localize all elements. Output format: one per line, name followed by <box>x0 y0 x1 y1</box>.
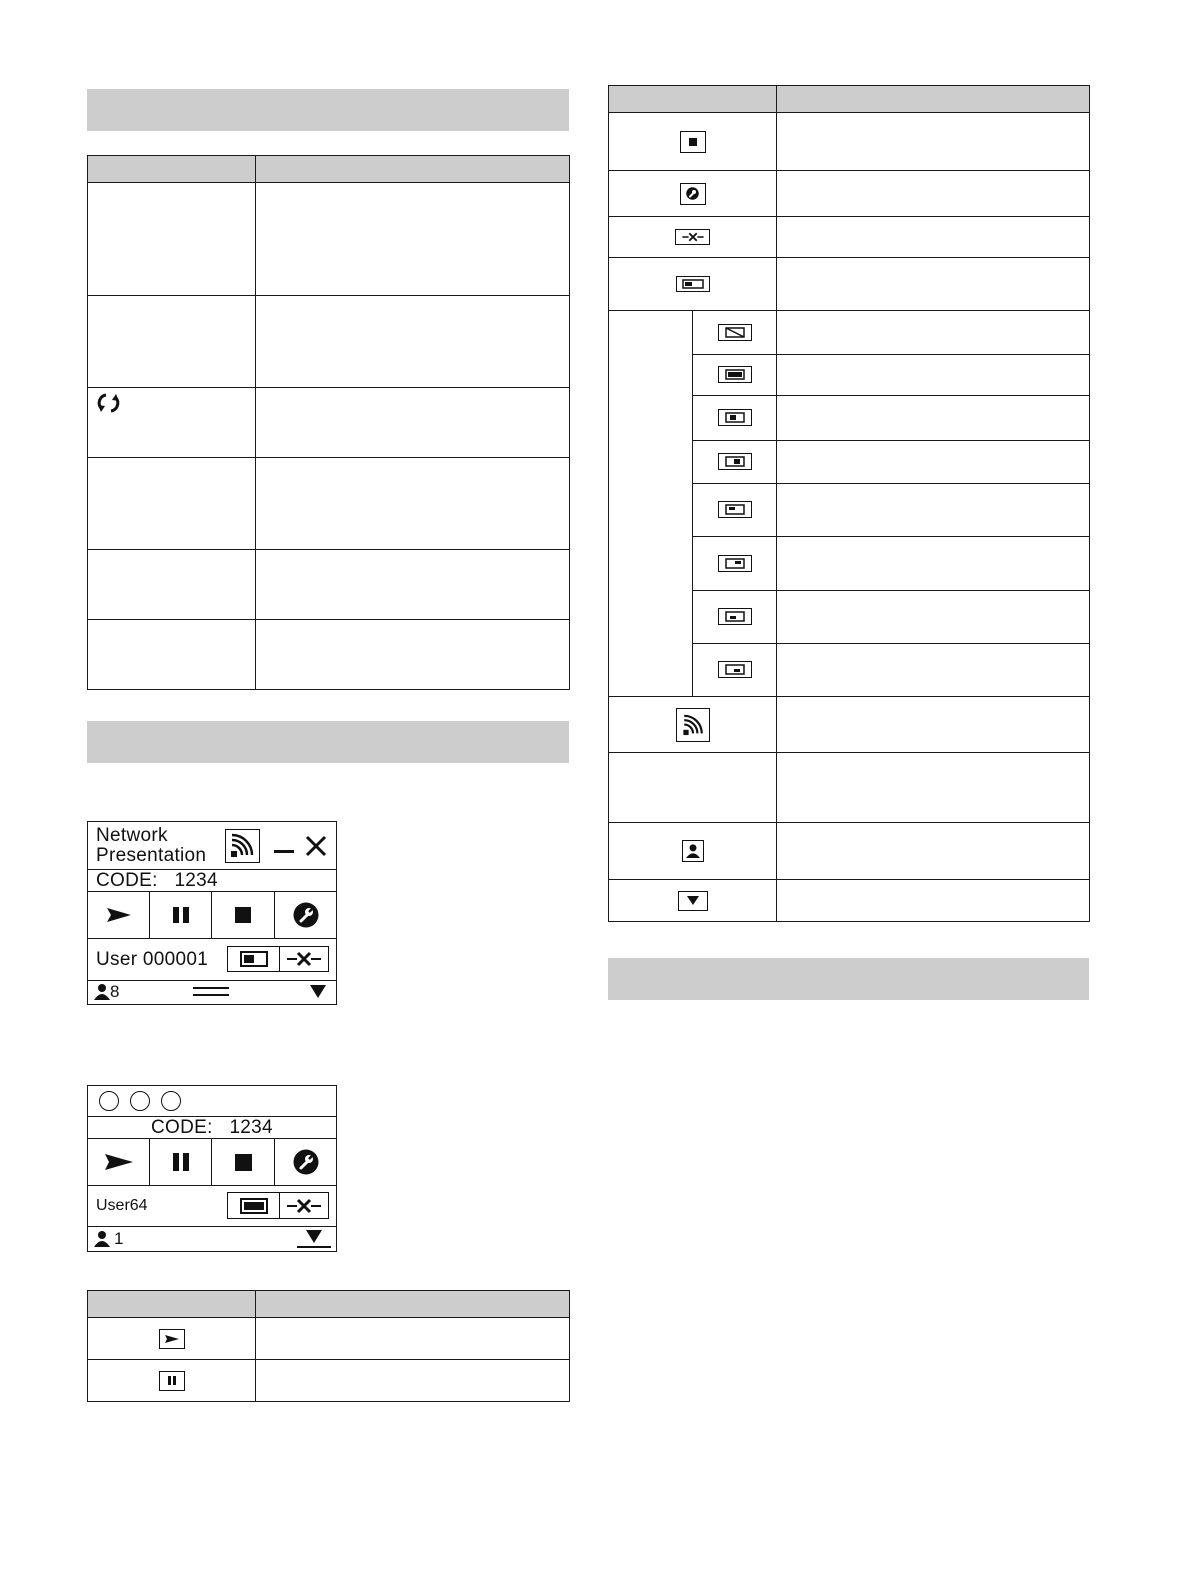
dropdown-icon[interactable] <box>297 1230 331 1249</box>
table-cell <box>777 396 1090 441</box>
stop-icon <box>235 907 251 923</box>
minimize-icon[interactable] <box>274 850 294 853</box>
table-cell <box>88 620 256 690</box>
table-cell <box>609 753 777 823</box>
handle-icon[interactable] <box>193 987 229 996</box>
icon-reference-table <box>608 85 1090 922</box>
wifi-cast-icon <box>676 708 710 742</box>
table-cell <box>693 591 777 644</box>
table-header-cell <box>256 1291 570 1318</box>
user-count: 1 <box>114 1229 124 1248</box>
refresh-icon <box>96 392 122 414</box>
code-label: CODE: 1234 <box>96 870 218 891</box>
compact-widget <box>87 1085 337 1252</box>
table-cell <box>693 441 777 484</box>
table-header-cell <box>256 156 570 183</box>
stop-button[interactable] <box>212 1139 275 1185</box>
code-label: CODE: 1234 <box>151 1117 273 1138</box>
split-screen-icon <box>676 276 710 292</box>
dropdown-icon[interactable] <box>310 985 326 998</box>
pause-button[interactable] <box>150 892 212 938</box>
table-cell <box>777 355 1090 396</box>
table-cell <box>609 697 777 753</box>
status-row <box>88 981 336 1004</box>
table-cell <box>256 458 570 550</box>
table-cell <box>256 388 570 458</box>
disconnect-icon <box>285 1198 323 1214</box>
table-header-cell <box>88 1291 256 1318</box>
settings-wrench-icon <box>293 1149 319 1175</box>
table-cell <box>88 388 256 458</box>
pause-button[interactable] <box>150 1139 212 1185</box>
table-cell <box>693 644 777 697</box>
section-header-band-2 <box>87 721 569 763</box>
bottom-left-icon <box>718 608 752 625</box>
table-cell <box>777 823 1090 880</box>
status-row <box>88 1227 336 1251</box>
user-label: User64 <box>96 1197 148 1214</box>
split-screen-icon <box>240 951 268 967</box>
table-cell <box>777 217 1090 258</box>
table-cell <box>256 620 570 690</box>
split-screen-button[interactable] <box>227 946 280 972</box>
settings-wrench-icon <box>293 902 319 928</box>
wifi-cast-icon[interactable] <box>225 829 260 863</box>
play-icon <box>105 1154 133 1170</box>
table-cell <box>693 355 777 396</box>
table-cell <box>777 441 1090 484</box>
table-header-cell <box>609 86 777 113</box>
no-display-icon <box>718 324 752 341</box>
network-presentation-widget <box>87 821 337 1005</box>
top-right-icon <box>718 555 752 572</box>
table-cell <box>256 1318 570 1360</box>
pause-icon <box>172 1153 190 1171</box>
settings-button[interactable] <box>275 892 336 938</box>
quad-left-icon <box>718 409 752 426</box>
window-bar <box>88 1086 336 1117</box>
disconnect-button[interactable] <box>279 946 329 972</box>
code-row <box>88 870 336 892</box>
table-cell <box>777 258 1090 311</box>
table-cell <box>693 311 777 355</box>
code-value: 1234 <box>229 1117 273 1138</box>
info-table-3 <box>87 1290 570 1402</box>
table-cell <box>609 258 777 311</box>
table-cell <box>777 753 1090 823</box>
user-row <box>88 939 336 981</box>
table-cell <box>88 183 256 296</box>
table-cell <box>777 311 1090 355</box>
users-icon <box>93 984 111 1000</box>
section-header-band-1 <box>87 89 569 131</box>
play-button[interactable] <box>88 892 150 938</box>
table-cell <box>777 591 1090 644</box>
settings-button[interactable] <box>275 1139 336 1185</box>
table-cell <box>256 296 570 388</box>
table-cell <box>777 537 1090 591</box>
table-cell <box>777 171 1090 217</box>
user-label: User 000001 <box>96 949 209 970</box>
fullscreen-icon <box>240 1198 268 1214</box>
code-row <box>88 1117 336 1139</box>
table-cell <box>256 1360 570 1402</box>
table-cell <box>777 484 1090 537</box>
pause-icon <box>159 1371 185 1391</box>
settings-wrench-icon <box>680 183 706 205</box>
fullscreen-button[interactable] <box>227 1192 280 1219</box>
table-cell <box>777 880 1090 922</box>
control-row <box>88 892 336 939</box>
top-left-icon <box>718 501 752 518</box>
stop-button[interactable] <box>212 892 275 938</box>
info-table-1 <box>87 155 570 690</box>
close-icon[interactable] <box>305 835 327 857</box>
play-icon <box>159 1329 185 1349</box>
table-cell <box>693 537 777 591</box>
stop-icon <box>680 131 706 153</box>
bottom-right-icon <box>718 661 752 678</box>
code-value: 1234 <box>174 870 218 891</box>
window-dot-icon[interactable] <box>99 1091 119 1111</box>
table-cell <box>88 550 256 620</box>
play-button[interactable] <box>88 1139 150 1185</box>
table-cell <box>609 880 777 922</box>
user-icon <box>93 1231 111 1247</box>
table-cell <box>88 1318 256 1360</box>
dropdown-icon <box>678 891 708 911</box>
table-cell <box>693 484 777 537</box>
table-cell <box>88 458 256 550</box>
widget-title: Network Presentation <box>96 825 207 866</box>
table-header-cell <box>777 86 1090 113</box>
table-header-cell <box>88 156 256 183</box>
table-cell <box>609 113 777 171</box>
table-cell <box>609 311 693 697</box>
window-dot-icon[interactable] <box>130 1091 150 1111</box>
user-row <box>88 1186 336 1227</box>
control-row <box>88 1139 336 1186</box>
table-cell <box>777 697 1090 753</box>
table-cell <box>609 823 777 880</box>
table-cell <box>88 1360 256 1402</box>
table-cell <box>88 296 256 388</box>
table-cell <box>256 183 570 296</box>
table-cell <box>609 217 777 258</box>
disconnect-icon <box>285 951 323 967</box>
table-cell <box>609 171 777 217</box>
table-cell <box>256 550 570 620</box>
window-dot-icon[interactable] <box>161 1091 181 1111</box>
user-icon <box>682 840 704 862</box>
user-count: 8 <box>110 982 120 1001</box>
table-cell <box>777 113 1090 171</box>
disconnect-icon <box>675 229 710 245</box>
section-header-band-3 <box>608 958 1089 1000</box>
table-cell <box>777 644 1090 697</box>
quad-right-icon <box>718 453 752 470</box>
disconnect-button[interactable] <box>279 1192 329 1219</box>
stop-icon <box>235 1154 252 1171</box>
table-cell <box>693 396 777 441</box>
pause-icon <box>172 907 190 923</box>
fullscreen-icon <box>718 366 752 383</box>
play-icon <box>107 908 131 922</box>
widget-title-bar <box>88 822 336 870</box>
